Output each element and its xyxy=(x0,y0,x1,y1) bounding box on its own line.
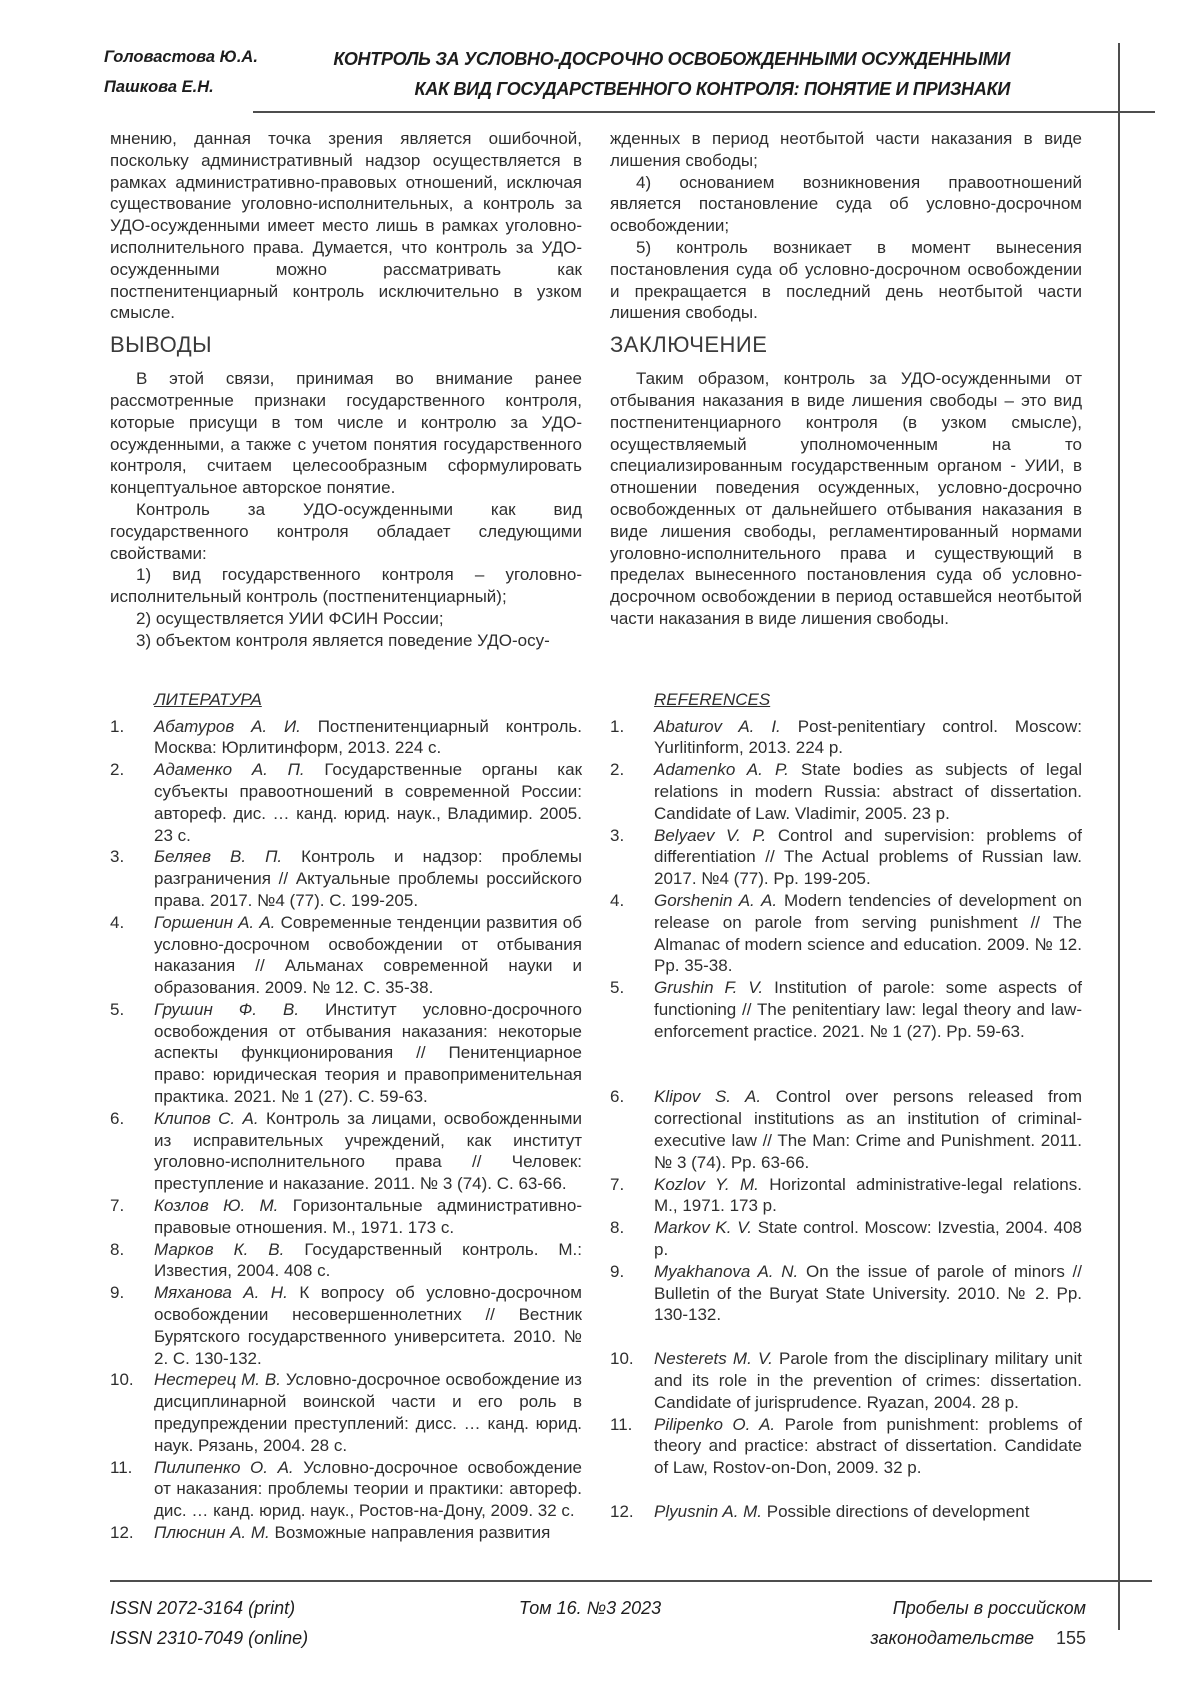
reference-number: 2. xyxy=(110,760,125,780)
reference-item xyxy=(610,1086,1082,1173)
reference-text: Постпенитенциарный контроль. Москва: Юрлитинформ, 2013. 224 с. xyxy=(154,716,582,758)
reference-text: Control over persons released from correctional institutions as an institution of criminal-executive law // The Man: Crime and Punishment. 2011. № 3 (74). Pp. 63-66. xyxy=(654,1087,1082,1172)
right-column-text xyxy=(610,128,1082,652)
reference-author: Марков К. В. xyxy=(154,1239,285,1259)
reference-text: Horizontal administrative-legal relations. M., 1971. 173 p. xyxy=(654,1174,1082,1216)
reference-item xyxy=(610,1217,1082,1261)
reference-author: Abaturov A. I. xyxy=(654,716,781,736)
reference-number: 12. xyxy=(610,1502,634,1522)
reference-text: Контроль за лицами, освобожденными из исправительных учреждений, как институт уголовно-исполнительного права // Человек: преступление и наказание. 2011. № 3 (74). С. 63-66. xyxy=(154,1108,582,1194)
footer-rule xyxy=(110,1580,1152,1582)
reference-item xyxy=(110,846,582,911)
reference-number: 10. xyxy=(610,1349,634,1369)
author-line-2: Пашкова Е.Н. xyxy=(104,78,214,96)
literature-heading: ЛИТЕРАТУРА xyxy=(154,689,262,709)
page-vertical-rule xyxy=(1118,43,1120,1630)
reference-item xyxy=(110,759,582,846)
reference-author: Адаменко А. П. xyxy=(154,760,305,780)
reference-item xyxy=(610,1348,1082,1413)
reference-text: On the issue of parole of minors // Bulletin of the Buryat State University. 2010. № 2. Pp. 130-132. xyxy=(654,1261,1082,1325)
reference-text: Современные тенденции развития об условно-досрочном освобождении от отбывания наказания // Альманах современной науки и образования. 2009. № 12. С. 35-38. xyxy=(154,912,582,998)
reference-text: Контроль и надзор: проблемы разграничения // Актуальные проблемы российского права. 2017. №4 (77). С. 199-205. xyxy=(154,847,582,910)
reference-author: Markov K. V. xyxy=(654,1218,752,1238)
reference-author: Plyusnin A. M. xyxy=(654,1502,763,1522)
reference-text: Государственные органы как субъекты правоотношений в современной России: автореф. дис. … канд. юрид. наук., Владимир. 2005. 23 с. xyxy=(154,760,583,845)
reference-author: Нестерец М. В. xyxy=(154,1370,281,1390)
reference-number: 6. xyxy=(110,1108,125,1128)
paragraph-continuation: жденных в период неотбытой части наказания в виде лишения свободы; xyxy=(610,129,1082,170)
reference-number: 4. xyxy=(110,912,125,932)
reference-item xyxy=(110,1195,582,1239)
article-title-line-2: КАК ВИД ГОСУДАРСТВЕННОГО КОНТРОЛЯ: ПОНЯТИЕ И ПРИЗНАКИ xyxy=(414,79,1010,99)
numbered-point-5: 5) контроль возникает в момент вынесения постановления суда об условно-досрочном освобождении и прекращается в последний день неотбытой части лишения свободы. xyxy=(610,237,1082,323)
reference-item xyxy=(610,716,1082,760)
reference-author: Myakhanova A. N. xyxy=(654,1261,799,1281)
reference-item xyxy=(110,912,582,999)
journal-name: Пробелы в российском законодательстве xyxy=(870,1598,1086,1648)
reference-item xyxy=(110,1108,582,1195)
reference-author: Беляев В. П. xyxy=(154,847,283,867)
reference-text: Parole from punishment: problems of theory and practice: abstract of dissertation. Candidate of Law, Rostov-on-Don, 2009. 32 p. xyxy=(654,1414,1082,1478)
issn-online: ISSN 2310-7049 (online) xyxy=(110,1628,309,1648)
reference-number: 11. xyxy=(610,1414,633,1434)
reference-author: Абатуров А. И. xyxy=(154,716,301,736)
issn-print: ISSN 2072-3164 (print) xyxy=(110,1598,296,1618)
reference-text: Modern tendencies of development on release on parole from serving punishment // The Almanac of modern science and education. 2009. № 12. Pp. 35-38. xyxy=(654,890,1082,976)
section-heading-conclusions: ВЫВОДЫ xyxy=(110,332,213,358)
reference-text: Институт условно-досрочного освобождения от отбывания наказания: некоторые аспекты функционирования // Пенитенциарное право: юридическая теория и правоприменительная практика. 2021. № 1 (27). С. 59-63. xyxy=(154,999,582,1107)
reference-text: Possible directions of development xyxy=(766,1502,1030,1522)
reference-number: 5. xyxy=(110,999,125,1019)
reference-author: Pilipenko O. A. xyxy=(654,1414,776,1434)
reference-author: Горшенин А. А. xyxy=(154,912,276,932)
reference-item xyxy=(610,1261,1082,1326)
reference-text: State bodies as subjects of legal relations in modern Russia: abstract of dissertation. Candidate of Law. Vladimir, 2005. 23 p. xyxy=(654,760,1082,823)
paragraph: Таким образом, контроль за УДО-осужденными от отбывания наказания в виде лишения свободы – это вид постпенитенциарного контроля (в узком смысле), осуществляемый уполномоченным на то специализированным государственным органом - УИИ, в отношении поведения осужденных, условно-досрочно освобожденных от дальнейшего отбывания наказания в виде лишения свободы, регламентированный нормами уголовно-исполнительного права и существующий в пределах вынесенного постановления суда об условно-досрочном освобождении в период оставшейся неотбытой части наказания в виде лишения свободы. xyxy=(610,369,1082,628)
reference-item xyxy=(610,825,1082,890)
reference-number: 11. xyxy=(110,1457,133,1477)
reference-author: Пилипенко О. А. xyxy=(154,1457,294,1477)
reference-number: 5. xyxy=(610,978,625,998)
reference-item xyxy=(110,1457,582,1522)
reference-item xyxy=(110,1522,582,1544)
reference-item xyxy=(610,890,1082,977)
page-footer xyxy=(110,1593,1086,1653)
references-list xyxy=(610,716,1082,1523)
reference-number: 12. xyxy=(110,1523,134,1543)
reference-number: 4. xyxy=(610,890,625,910)
numbered-point-2: 2) осуществляется УИИ ФСИН России; xyxy=(136,608,444,628)
reference-author: Nesterets M. V. xyxy=(654,1349,773,1369)
volume-issue: Том 16. №3 2023 xyxy=(518,1598,662,1618)
reference-number: 2. xyxy=(610,760,625,780)
reference-author: Грушин Ф. В. xyxy=(154,999,300,1019)
reference-author: Kozlov Y. M. xyxy=(654,1174,759,1194)
reference-number: 1. xyxy=(110,716,125,736)
left-column-text xyxy=(110,128,582,652)
reference-item xyxy=(610,1174,1082,1218)
article-body xyxy=(110,128,1082,1544)
reference-text: State control. Moscow: Izvestia, 2004. 408 p. xyxy=(654,1218,1082,1260)
reference-item xyxy=(610,977,1082,1042)
references-heading: REFERENCES xyxy=(654,689,771,709)
reference-item xyxy=(610,1414,1082,1479)
reference-author: Мяханова А. Н. xyxy=(154,1283,288,1303)
reference-number: 10. xyxy=(110,1370,134,1390)
paragraph: В этой связи, принимая во внимание ранее рассмотренные признаки государственного контроля, которые присущи в том числе и контролю за УДО-осужденными, а также с учетом понятия государственного контроля, считаем целесообразным сформулировать концептуальное авторское понятие. xyxy=(110,369,582,498)
reference-text: К вопросу об условно-досрочном освобождении несовершеннолетних // Вестник Бурятского государственного университета. 2010. № 2. С. 130-132. xyxy=(154,1283,582,1368)
reference-author: Adamenko A. P. xyxy=(654,760,789,780)
reference-number: 6. xyxy=(610,1087,625,1107)
issn-block xyxy=(110,1593,450,1653)
literature-list xyxy=(110,716,582,1544)
reference-text: Возможные направления развития xyxy=(274,1523,551,1543)
reference-text: Control and supervision: problems of differentiation // The Actual problems of Russian law. 2017. №4 (77). Pp. 199-205. xyxy=(654,825,1082,889)
reference-item xyxy=(610,759,1082,824)
reference-number: 3. xyxy=(110,847,125,867)
reference-author: Belyaev V. P. xyxy=(654,825,767,845)
reference-number: 8. xyxy=(610,1218,625,1238)
literature-section xyxy=(110,690,582,1544)
page-number: 155 xyxy=(1055,1628,1086,1648)
reference-item xyxy=(110,1282,582,1369)
reference-number: 9. xyxy=(610,1261,625,1281)
reference-text: Государственный контроль. М.: Известия, 2004. 408 с. xyxy=(154,1239,582,1281)
reference-item xyxy=(110,716,582,760)
reference-number: 3. xyxy=(610,825,625,845)
journal-and-page xyxy=(730,1593,1086,1653)
paragraph-continuation: мнению, данная точка зрения является ошибочной, поскольку административный надзор осуществляется в рамках административно-правовых отношений, исключая существование уголовно-исполнительных, а контроль за УДО-осужденными имеет место лишь в рамках уголовно-исполнительного права. Думается, что контроль за УДО-осужденными можно рассматривать как постпенитенциарный контроль исключительно в узком смысле. xyxy=(110,129,582,323)
reference-number: 9. xyxy=(110,1283,125,1303)
reference-text: Горизонтальные административно-правовые отношения. М., 1971. 173 с. xyxy=(154,1196,582,1237)
reference-number: 8. xyxy=(110,1239,125,1259)
reference-item xyxy=(110,999,582,1108)
reference-number: 1. xyxy=(610,716,625,736)
reference-author: Gorshenin A. A. xyxy=(654,890,778,910)
reference-item xyxy=(110,1239,582,1283)
article-title xyxy=(333,44,1010,104)
reference-item xyxy=(110,1369,582,1456)
reference-author: Плюснин А. М. xyxy=(154,1523,270,1543)
numbered-point-3: 3) объектом контроля является поведение УДО-осу- xyxy=(136,630,550,650)
paragraph: Контроль за УДО-осужденными как вид государственного контроля обладает следующими свойствами: xyxy=(110,499,582,563)
reference-text: Post-penitentiary control. Moscow: Yurlitinform, 2013. 224 p. xyxy=(654,716,1082,758)
author-line-1: Головастова Ю.А. xyxy=(104,48,258,66)
article-title-line-1: КОНТРОЛЬ ЗА УСЛОВНО-ДОСРОЧНО ОСВОБОЖДЕННЫМИ ОСУЖДЕННЫМИ xyxy=(333,49,1010,69)
reference-text: Условно-досрочное освобождение от наказания: проблемы теории и практики: автореф. дис. … канд. юрид. наук., Ростов-на-Дону, 2009. 32 с. xyxy=(154,1457,582,1521)
reference-author: Grushin F. V. xyxy=(654,978,764,998)
header-authors xyxy=(104,42,258,102)
reference-author: Козлов Ю. М. xyxy=(154,1196,279,1216)
section-heading-summary: ЗАКЛЮЧЕНИЕ xyxy=(610,332,768,358)
reference-number: 7. xyxy=(110,1196,125,1216)
numbered-point-1: 1) вид государственного контроля – уголовно-исполнительный контроль (постпенитенциарный); xyxy=(110,565,582,607)
reference-text: Parole from the disciplinary military unit and its role in the prevention of crimes: dissertation. Candidate of jurisprudence. Ryazan, 2004. 28 p. xyxy=(654,1349,1082,1412)
numbered-point-4: 4) основанием возникновения правоотношений является постановление суда об условно-досрочном освобождении; xyxy=(610,172,1082,236)
reference-number: 7. xyxy=(610,1174,625,1194)
reference-author: Клипов С. А. xyxy=(154,1108,259,1128)
header-rule xyxy=(253,111,1155,113)
reference-text: Institution of parole: some aspects of functioning // The penitentiary law: legal theory and law-enforcement practice. 2021. № 1 (27). Pp. 59-63. xyxy=(654,978,1082,1041)
reference-text: Условно-досрочное освобождение из дисциплинарной воинской части и его роль в предупреждении преступлений: дисс. … канд. юрид. наук. Рязань, 2004. 28 с. xyxy=(154,1370,582,1455)
reference-item xyxy=(610,1501,1082,1523)
reference-author: Klipov S. A. xyxy=(654,1087,762,1107)
references-section xyxy=(610,690,1082,1544)
